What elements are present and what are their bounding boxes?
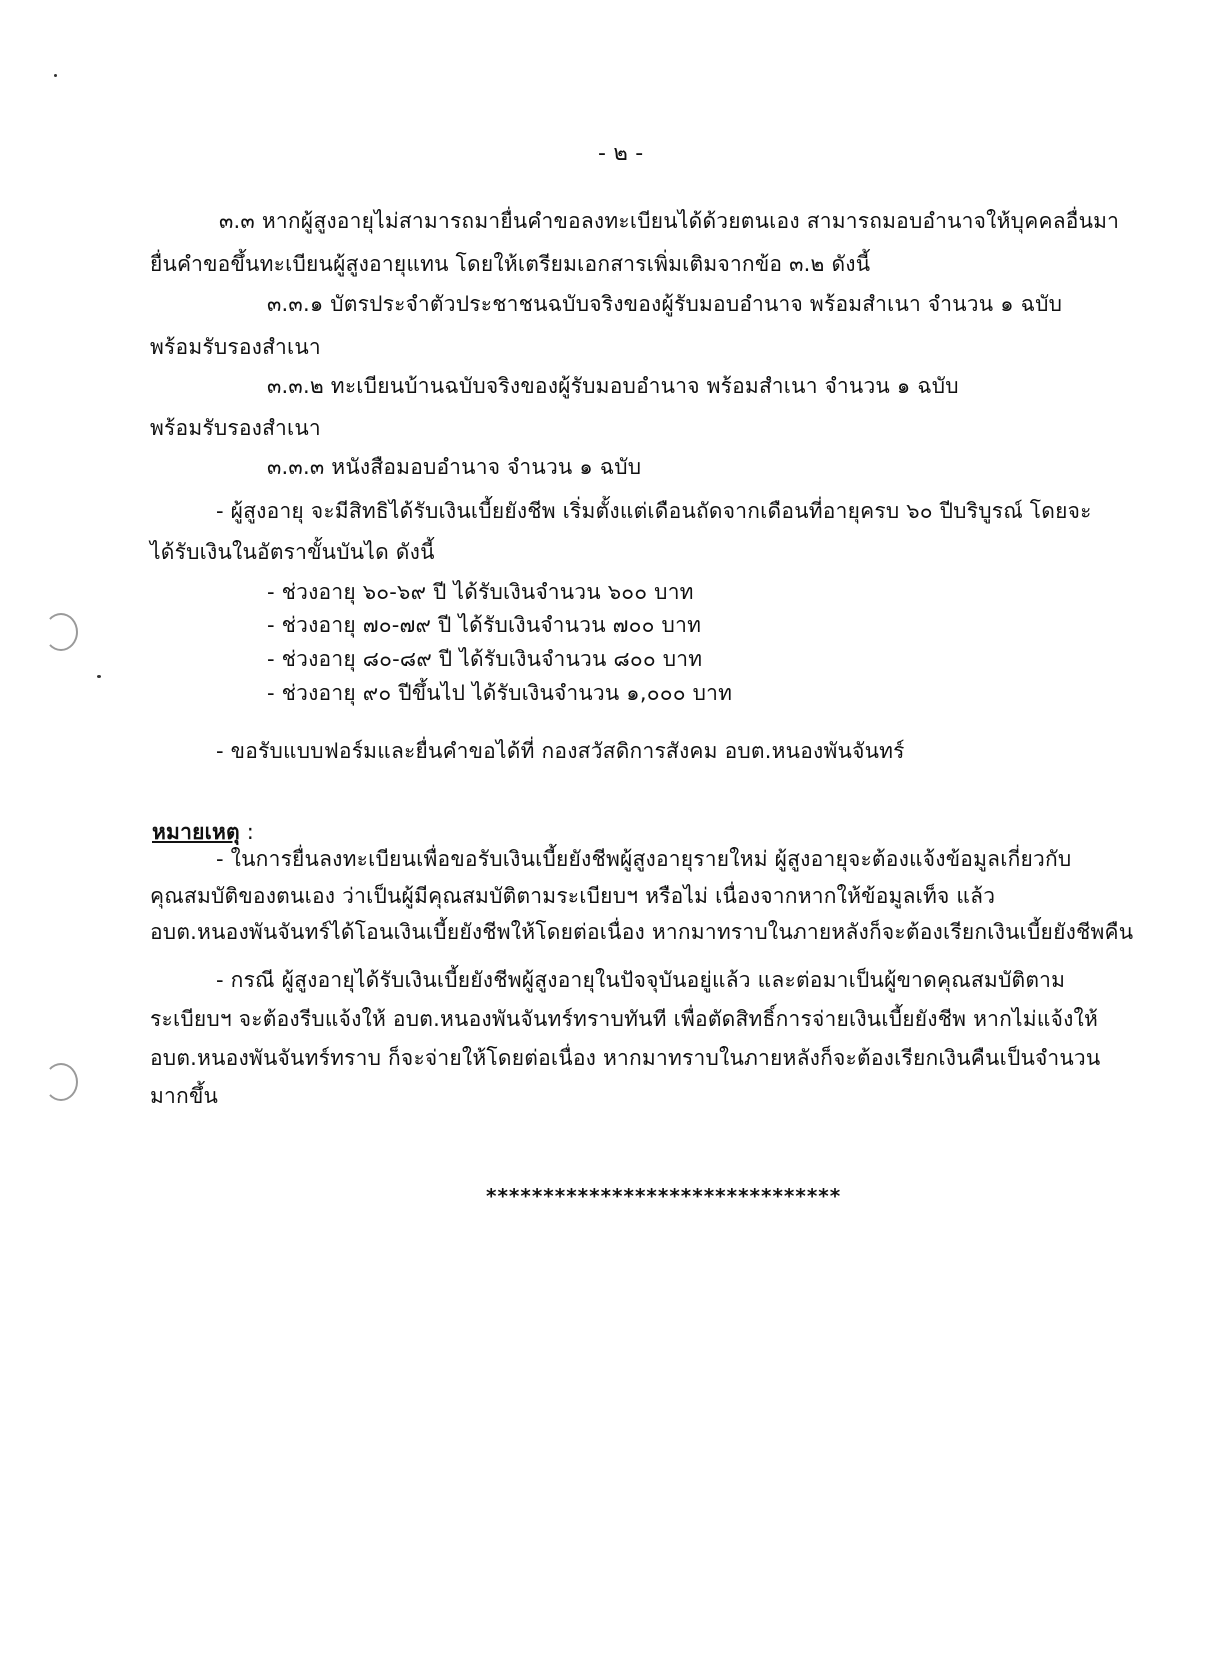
rate-item: - ช่วงอายุ ๙๐ ปีขึ้นไป ได้รับเงินจำนวน ๑,๐๐๐ บาท	[267, 681, 733, 705]
remark-2-line: - กรณี ผู้สูงอายุได้รับเงินเบี้ยยังชีพผู้สูงอายุในปัจจุบันอยู่แล้ว และต่อมาเป็นผู้ขาดคุณสมบัติตาม	[216, 968, 1066, 992]
item-3-3-1-cont: พร้อมรับรองสำเนา	[150, 335, 321, 359]
remarks-colon: :	[239, 820, 254, 844]
form-location: - ขอรับแบบฟอร์มและยื่นคำขอได้ที่ กองสวัสดิการสังคม อบต.หนองพันจันทร์	[216, 739, 905, 763]
remark-1-line: คุณสมบัติของตนเอง ว่าเป็นผู้มีคุณสมบัติตามระเบียบฯ หรือไม่ เนื่องจากหากให้ข้อมูลเท็จ แล้ว	[150, 884, 996, 908]
item-3-3-3: ๓.๓.๓ หนังสือมอบอำนาจ จำนวน ๑ ฉบับ	[267, 455, 642, 479]
remark-2-line: ระเบียบฯ จะต้องรีบแจ้งให้ อบต.หนองพันจันทร์ทราบทันที เพื่อตัดสิทธิ์การจ่ายเงินเบี้ยยังชีพ หากไม่แจ้งให้	[150, 1007, 1099, 1031]
remarks-heading	[152, 818, 254, 846]
remark-2-line: มากขึ้น	[150, 1084, 219, 1108]
allowance-line-2: ได้รับเงินในอัตราขั้นบันได ดังนี้	[150, 540, 435, 564]
scan-speck	[97, 675, 101, 678]
rate-item: - ช่วงอายุ ๗๐-๗๙ ปี ได้รับเงินจำนวน ๗๐๐ บาท	[267, 613, 702, 637]
remark-1-line: อบต.หนองพันจันทร์ได้โอนเงินเบี้ยยังชีพให้โดยต่อเนื่อง หากมาทราบในภายหลังก็จะต้องเรียกเงินเบี้ยยังชีพคืน	[150, 920, 1134, 944]
page-number: - ๒ -	[598, 141, 644, 166]
scan-speck	[54, 74, 57, 77]
rate-item: - ช่วงอายุ ๘๐-๘๙ ปี ได้รับเงินจำนวน ๘๐๐ บาท	[267, 647, 703, 671]
remarks-label: หมายเหตุ	[152, 820, 240, 844]
allowance-line-1: - ผู้สูงอายุ จะมีสิทธิได้รับเงินเบี้ยยังชีพ เริ่มตั้งแต่เดือนถัดจากเดือนที่อายุครบ ๖๐ ปีบริบูรณ์ โดยจะ	[216, 499, 1092, 523]
item-3-3-1: ๓.๓.๑ บัตรประจำตัวประชาชนฉบับจริงของผู้รับมอบอำนาจ พร้อมสำเนา จำนวน ๑ ฉบับ	[267, 292, 1063, 316]
section-3-3-line-2: ยื่นคำขอขึ้นทะเบียนผู้สูงอายุแทน โดยให้เตรียมเอกสารเพิ่มเติมจากข้อ ๓.๒ ดังนี้	[150, 252, 871, 276]
punch-hole-mark	[44, 613, 78, 651]
item-3-3-2-cont: พร้อมรับรองสำเนา	[150, 416, 321, 440]
section-3-3-line-1: ๓.๓ หากผู้สูงอายุไม่สามารถมายื่นคำขอลงทะเบียนได้ด้วยตนเอง สามารถมอบอำนาจให้บุคคลอื่นมา	[219, 209, 1120, 233]
remark-2-line: อบต.หนองพันจันทร์ทราบ ก็จะจ่ายให้โดยต่อเนื่อง หากมาทราบในภายหลังก็จะต้องเรียกเงินคืนเป็นจำนวน	[150, 1046, 1101, 1070]
item-3-3-2: ๓.๓.๒ ทะเบียนบ้านฉบับจริงของผู้รับมอบอำนาจ พร้อมสำเนา จำนวน ๑ ฉบับ	[267, 374, 959, 398]
end-marker: *******************************	[486, 1184, 842, 1208]
rate-item: - ช่วงอายุ ๖๐-๖๙ ปี ได้รับเงินจำนวน ๖๐๐ บาท	[267, 580, 694, 604]
remark-1-line: - ในการยื่นลงทะเบียนเพื่อขอรับเงินเบี้ยยังชีพผู้สูงอายุรายใหม่ ผู้สูงอายุจะต้องแจ้งข้อมูลเกี่ยวกับ	[216, 847, 1072, 871]
punch-hole-mark	[44, 1063, 78, 1101]
